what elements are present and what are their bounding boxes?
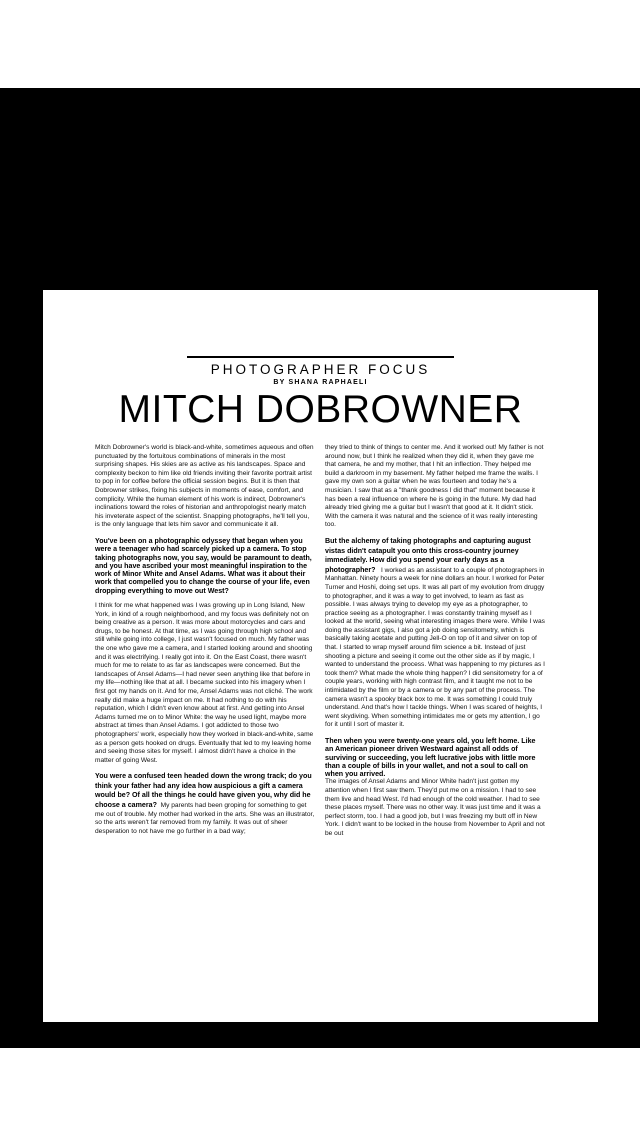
answer-2: My parents had been groping for something to get me out of trouble. My mother had worked in the arts. She was an illustrator, so the arts weren't far removed from my family. It was out of sheer desperation to not have me go further in a bad way; bbox=[95, 802, 315, 835]
answer-3: I worked as an assistant to a couple of photographers in Manhattan. Ninety hours a week for nine dollars an hour. I worked for Peter Turner and Hoshi, doing set ups. It was all part of my evolution from druggy to photographer, and it was a way to get involved, to learn as fast as possible. I was always trying to develop my eye as a photographer, to practice seeing as a photographer. I was constantly training myself as I looked at the world, seeing what interesting images there were. While I was doing the assistant gigs, I also got a job doing sensitometry, which is basically taking acetate and putting Jell-O on top of it and silver on top of that. I started to wrap myself around film science a bit. Instead of just shooting a picture and seeing it come out the other side as if by magic, I wanted to understand the process. What was happening to my pictures as I took them? What made the whole thing happen? I did sensitometry for a of couple years, working with high contrast film, and it taught me not to be intimidated by the film or by a camera or by any part of the process. The camera wasn't a spooky black box to me. It was something I could truly understand. And that's how I tackle things. When I was scared of heights, I went skydiving. When something intimidates me or gets my attention, I go for it until I sort of master it. bbox=[325, 566, 545, 729]
question-2: You were a confused teen headed down the wrong track; do you think your father had any idea how auspicious a gift a camera would be? Of all the things he could have given you, why did he choose a camera? bbox=[95, 772, 312, 810]
magazine-page[interactable] bbox=[43, 290, 598, 1022]
answer-4: The images of Ansel Adams and Minor White hadn't just gotten my attention when I first saw them. They'd put me on a mission. I had to see them live and head West. I'd had enough of the cold weather. I had to see these places myself. There was no other way. It was just time and it was a perfect storm, too. I had a good job, but I was freezing my butt off in New York. I didn't want to be locked in the house from November to April and not be out bbox=[325, 778, 545, 838]
article-column-right bbox=[325, 444, 545, 1016]
section-heading: PHOTOGRAPHER FOCUS bbox=[210, 362, 431, 377]
byline: BY SHANA RAPHAELI bbox=[273, 379, 368, 386]
question-4: Then when you were twenty-one years old, you left home. Like an American pioneer driven Westward against all odds of surviving or succeeding, you left lucrative jobs with little more than a couple of bills in your wallet, and not a soul to call on when you arrived. bbox=[325, 737, 536, 779]
header-rule bbox=[187, 356, 454, 358]
answer-1: I think for me what happened was I was growing up in Long Island, New York, in kind of a rough neighborhood, and my focus was definitely not on being creative as a person. It was more about motorcycles and cars and drugs, to be honest. At that time, as I was going through high school and still while going into college, I just wasn't focused on much. My father was the one who gave me a camera, and I started looking around and shooting and it was electrifying. I really got into it. On the East Coast, there wasn't much for me to relate to as far as landscapes were concerned. But the landscapes of Ansel Adams—I had never seen anything like that before in my life—nothing like that at all. I became sucked into his imagery when I first got my hands on it. And for me, Ansel Adams was not cliché. The work really did make a huge impact on me. It had nothing to do with his reputation, which I didn't even know about at first. And getting into Ansel Adams turned me on to Minor White: the way he used light, maybe more abstract at times than Ansel Adams. I got addicted to those two photographers' work, especially how they worked in black-and-white, same as a person gets hooked on drugs. Eventually that led to my leaving home and seeing those sites for myself. I almost didn't have a choice in the matter of going West. bbox=[95, 602, 314, 764]
question-1: You've been on a photographic odyssey that began when you were a teenager who had scarcely picked up a camera. To stop taking photographs now, you say, would be paramount to death, and you have ascribed your most meaningful inspiration to the work of Minor White and Ansel Adams. What was it about their work that compelled you to change the course of your life, even dropping everything to move out West? bbox=[95, 536, 312, 595]
magazine-viewer bbox=[0, 88, 640, 1048]
question-3: But the alchemy of taking photographs and capturing august vistas didn't catapult you onto this cross-country journey immediately. How did you spend your early days as a photographer? bbox=[325, 536, 531, 574]
article-title: MITCH DOBROWNER bbox=[118, 388, 523, 431]
article-column-left bbox=[95, 444, 315, 1016]
answer-2-continued: they tried to think of things to center me. And it worked out! My father is not around now, but I think he realized when they did it, when they gave me that camera, he and my mother, that I hit an inflection. They helped me build a darkroom in my basement. My father helped me frame the walls. I gave my own son a guitar when he was fourteen and today he's a musician. I saw that as a "thank goodness I did that" moment because it has been a real influence on where he is going in the future. My dad had already tried giving me a guitar but I wasn't that good at it. It didn't stick. With the camera it was natural and the science of it was really interesting too. bbox=[325, 444, 544, 529]
intro-paragraph: Mitch Dobrowner's world is black-and-white, sometimes aqueous and often punctuated by the fortuitous combinations of minerals in the most surprising shapes. His skies are as active as his landscapes. Space and complexity beckon to him like old friends inviting their favorite portrait artist to pop in for coffee before the official session begins. But it is then that Dobrowner strikes, fixing his subjects in moments of ease, comfort, and complicity. While the human element of his work is indirect, Dobrowner's inclinations toward the roles of historian and anthropologist nearly match his inveterate aspect of the scientist. Snapping photographs, he'll tell you, is the only language that lets him savor and communicate it all. bbox=[95, 444, 314, 529]
